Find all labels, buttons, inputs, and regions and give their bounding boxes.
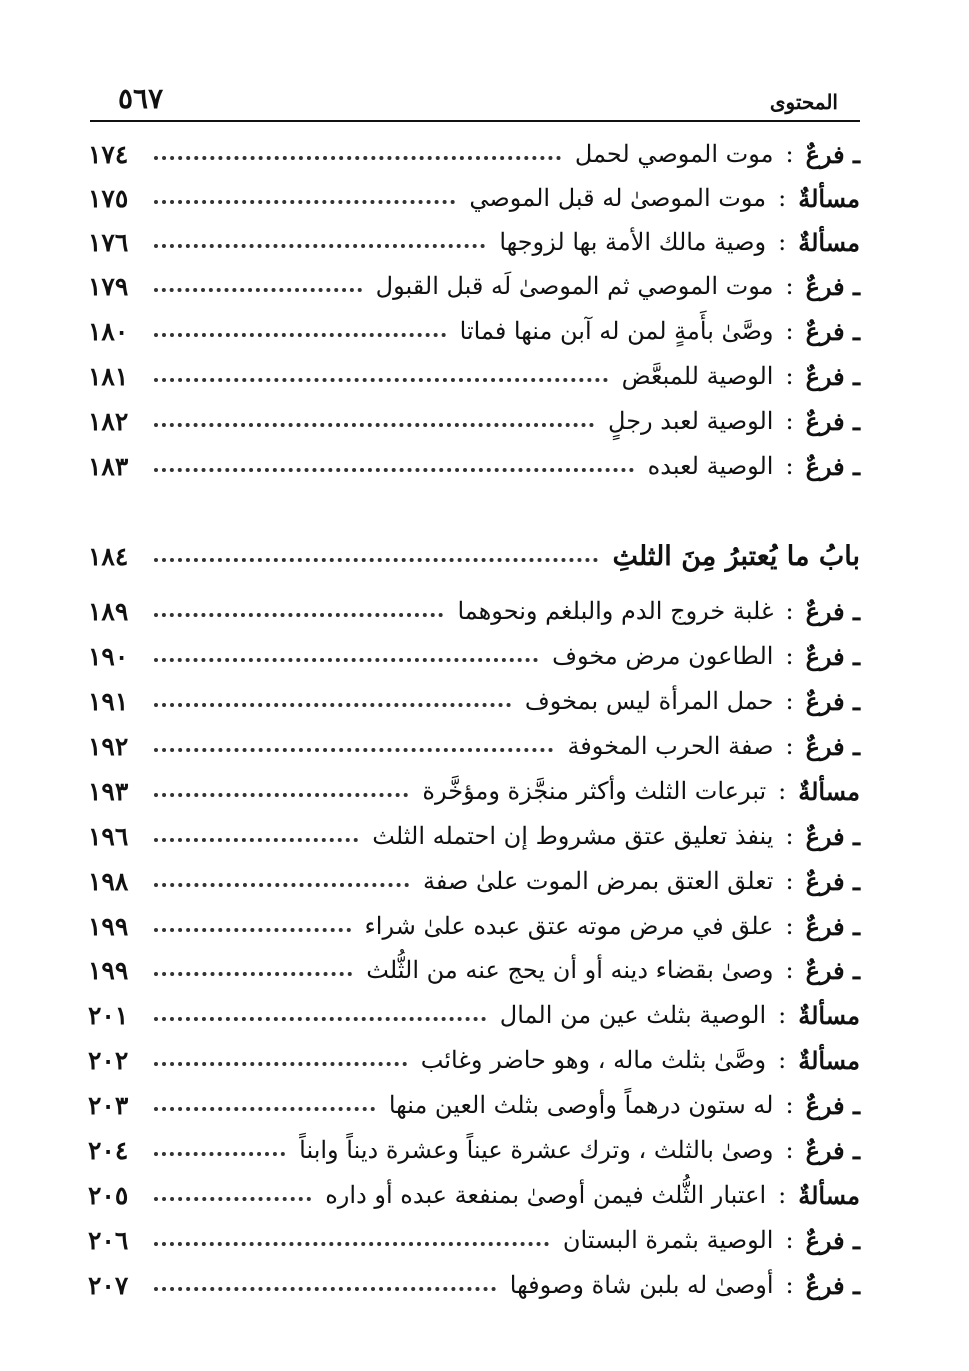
entry-label: مسألةٌ xyxy=(798,227,860,257)
toc-entry xyxy=(88,950,860,990)
entry-separator: : xyxy=(778,1046,787,1074)
entry-separator: : xyxy=(785,912,794,940)
toc-entry xyxy=(88,636,860,676)
toc-entry xyxy=(88,134,860,174)
entry-page-number: ٢٠٦ xyxy=(88,1225,129,1255)
entry-page-number: ١٨١ xyxy=(88,361,129,391)
entry-separator: : xyxy=(785,452,794,480)
toc-entry xyxy=(88,591,860,631)
entry-separator: : xyxy=(785,597,794,625)
entry-label: ـ فرعٌ xyxy=(805,316,860,346)
entry-title: تبرعات الثلث وأكثر منجَّزة ومؤخَّرة xyxy=(422,777,767,805)
entry-page-number: ١٧٥ xyxy=(88,183,129,213)
dot-leader xyxy=(154,423,594,427)
entry-page-number: ٢٠٢ xyxy=(88,1045,129,1075)
toc-entry xyxy=(88,1265,860,1305)
entry-label: مسألةٌ xyxy=(798,1045,860,1075)
entry-separator: : xyxy=(785,687,794,715)
entry-title: له ستون درهماً وأوصى بثلث العين منها xyxy=(388,1091,774,1119)
entry-title: وصية مالك الأمة بها لزوجها xyxy=(499,228,767,256)
entry-separator: : xyxy=(778,184,787,212)
entry-title: غلبة خروج الدم والبلغم ونحوهما xyxy=(457,597,774,625)
entry-page-number: ٢٠٣ xyxy=(88,1090,129,1120)
entry-label: ـ فرعٌ xyxy=(805,271,860,301)
dot-leader xyxy=(154,1287,496,1291)
entry-page-number: ١٩٨ xyxy=(88,866,129,896)
dot-leader xyxy=(154,703,511,707)
toc-entry xyxy=(88,311,860,351)
dot-leader xyxy=(154,1242,549,1246)
entry-page-number: ٢٠٤ xyxy=(88,1135,129,1165)
entry-page-number: ٢٠٧ xyxy=(88,1270,129,1300)
entry-title: وصىٰ بقضاء دينه أو أن يحج عنه من الثُّلث xyxy=(366,956,774,984)
entry-label: مسألةٌ xyxy=(798,1000,860,1030)
dot-leader xyxy=(154,883,409,887)
entry-page-number: ١٨٠ xyxy=(88,316,129,346)
page-header xyxy=(90,78,860,118)
entry-page-number: ١٨٩ xyxy=(88,596,129,626)
toc-entry xyxy=(88,861,860,901)
dot-leader xyxy=(154,200,455,204)
toc-entry xyxy=(88,1040,860,1080)
toc-entry xyxy=(88,681,860,721)
header-rule xyxy=(90,120,860,122)
entry-title: موت الموصي لحمل xyxy=(574,140,774,168)
toc-entry xyxy=(88,266,860,306)
entry-page-number: ١٩٢ xyxy=(88,731,129,761)
entry-title: موت الموصي ثم الموصىٰ لَه قبل القبول xyxy=(375,272,774,300)
entry-separator: : xyxy=(785,642,794,670)
entry-separator: : xyxy=(785,317,794,345)
entry-separator: : xyxy=(778,1181,787,1209)
entry-label: ـ فرعٌ xyxy=(805,821,860,851)
dot-leader xyxy=(154,1017,486,1021)
entry-separator: : xyxy=(785,1091,794,1119)
dot-leader xyxy=(154,1152,285,1156)
running-title: المحتوى xyxy=(769,90,838,114)
entry-label: ـ فرعٌ xyxy=(805,1225,860,1255)
toc-entry xyxy=(88,222,860,262)
entry-label: ـ فرعٌ xyxy=(805,596,860,626)
entry-label: ـ فرعٌ xyxy=(805,731,860,761)
dot-leader xyxy=(154,333,446,337)
entry-separator: : xyxy=(778,777,787,805)
entry-label: ـ فرعٌ xyxy=(805,361,860,391)
entry-label: ـ فرعٌ xyxy=(805,1090,860,1120)
entry-page-number: ١٨٣ xyxy=(88,451,129,481)
entry-label: مسألةٌ xyxy=(798,776,860,806)
entry-separator: : xyxy=(785,822,794,850)
entry-page-number: ١٨٤ xyxy=(88,541,129,571)
entry-page-number: ١٨٢ xyxy=(88,406,129,436)
toc-entry xyxy=(88,356,860,396)
page-number: ٥٦٧ xyxy=(118,82,164,115)
toc-entry xyxy=(88,906,860,946)
entry-label: مسألةٌ xyxy=(798,183,860,213)
entry-title: أوصىٰ له بلبن شاة وصوفها xyxy=(509,1271,774,1299)
entry-title: علق في مرض موته عتق عبده علىٰ شراء xyxy=(364,912,774,940)
entry-separator: : xyxy=(785,867,794,895)
chapter-title: بابُ ما يُعتبرُ مِنَ الثلثِ xyxy=(612,540,860,572)
toc-entry xyxy=(88,1220,860,1260)
entry-title: موت الموصىٰ له قبل الموصي xyxy=(469,184,767,212)
entry-title: وصىٰ بالثلث ، وترك عشرة عيناً وعشرة ديناً وابناً xyxy=(299,1136,774,1164)
entry-title: الطاعون مرض مخوف xyxy=(552,642,774,670)
entry-page-number: ٢٠٥ xyxy=(88,1180,129,1210)
entry-label: ـ فرعٌ xyxy=(805,406,860,436)
toc-entry xyxy=(88,995,860,1035)
entry-label: ـ فرعٌ xyxy=(805,139,860,169)
entry-title: صفة الحرب المخوفة xyxy=(567,732,774,760)
entry-label: ـ فرعٌ xyxy=(805,641,860,671)
dot-leader xyxy=(154,613,443,617)
dot-leader xyxy=(154,558,598,562)
entry-separator: : xyxy=(785,407,794,435)
entry-title: الوصية بثلث عين من المال xyxy=(499,1001,767,1029)
entry-page-number: ١٧٤ xyxy=(88,139,129,169)
entry-label: ـ فرعٌ xyxy=(805,686,860,716)
toc-entry xyxy=(88,816,860,856)
entry-page-number: ١٩٩ xyxy=(88,911,129,941)
entry-separator: : xyxy=(785,1271,794,1299)
entry-page-number: ١٩١ xyxy=(88,686,129,716)
toc-entry xyxy=(88,1175,860,1215)
entry-title: الوصية لعبده xyxy=(647,452,774,480)
dot-leader xyxy=(154,1197,311,1201)
dot-leader xyxy=(154,468,634,472)
dot-leader xyxy=(154,748,553,752)
entry-page-number: ١٩٦ xyxy=(88,821,129,851)
dot-leader xyxy=(154,1062,407,1066)
dot-leader xyxy=(154,838,358,842)
dot-leader xyxy=(154,928,351,932)
entry-label: ـ فرعٌ xyxy=(805,1135,860,1165)
entry-separator: : xyxy=(785,140,794,168)
entry-separator: : xyxy=(785,272,794,300)
entry-separator: : xyxy=(785,1226,794,1254)
entry-label: ـ فرعٌ xyxy=(805,955,860,985)
toc-entry xyxy=(88,771,860,811)
dot-leader xyxy=(154,244,485,248)
entry-title: الوصية لعبد رجلٍ xyxy=(608,407,774,435)
toc-entry xyxy=(88,1085,860,1125)
toc-entry xyxy=(88,1130,860,1170)
entry-page-number: ١٩٩ xyxy=(88,955,129,985)
entry-title: حمل المرأة ليس بمخوف xyxy=(524,687,774,715)
entry-title: الوصية بثمرة البستان xyxy=(562,1226,774,1254)
dot-leader xyxy=(154,793,408,797)
toc-entry xyxy=(88,446,860,486)
dot-leader xyxy=(154,1107,375,1111)
entry-page-number: ١٧٦ xyxy=(88,227,129,257)
entry-page-number: ٢٠١ xyxy=(88,1000,129,1030)
entry-title: تعلق العتق بمرض الموت علىٰ صفة xyxy=(422,867,774,895)
entry-label: ـ فرعٌ xyxy=(805,911,860,941)
entry-page-number: ١٩٣ xyxy=(88,776,129,806)
entry-title: اعتبار الثُّلث فيمن أوصىٰ بمنفعة عبده أو داره xyxy=(325,1181,767,1209)
entry-title: ينفذ تعليق عتق مشروط إن احتمله الثلث xyxy=(372,822,774,850)
entry-label: ـ فرعٌ xyxy=(805,1270,860,1300)
entry-separator: : xyxy=(778,228,787,256)
entry-title: وصَّىٰ بأَمةٍ لمن له آبن منها فماتا xyxy=(459,317,774,345)
dot-leader xyxy=(154,288,362,292)
entry-page-number: ١٩٠ xyxy=(88,641,129,671)
toc-entry xyxy=(88,401,860,441)
dot-leader xyxy=(154,658,538,662)
dot-leader xyxy=(154,972,352,976)
dot-leader xyxy=(154,378,608,382)
entry-label: مسألةٌ xyxy=(798,1180,860,1210)
entry-separator: : xyxy=(785,362,794,390)
entry-separator: : xyxy=(785,732,794,760)
entry-label: ـ فرعٌ xyxy=(805,451,860,481)
entry-label: ـ فرعٌ xyxy=(805,866,860,896)
entry-separator: : xyxy=(778,1001,787,1029)
dot-leader xyxy=(154,156,561,160)
entry-page-number: ١٧٩ xyxy=(88,271,129,301)
chapter-heading-entry xyxy=(88,536,860,576)
entry-separator: : xyxy=(785,1136,794,1164)
toc-entry xyxy=(88,726,860,766)
entry-title: وصَّىٰ بثلث ماله ، وهو حاضر وغائب xyxy=(420,1046,767,1074)
entry-separator: : xyxy=(785,956,794,984)
entry-title: الوصية للمبعَّض xyxy=(621,362,774,390)
toc-entry xyxy=(88,178,860,218)
